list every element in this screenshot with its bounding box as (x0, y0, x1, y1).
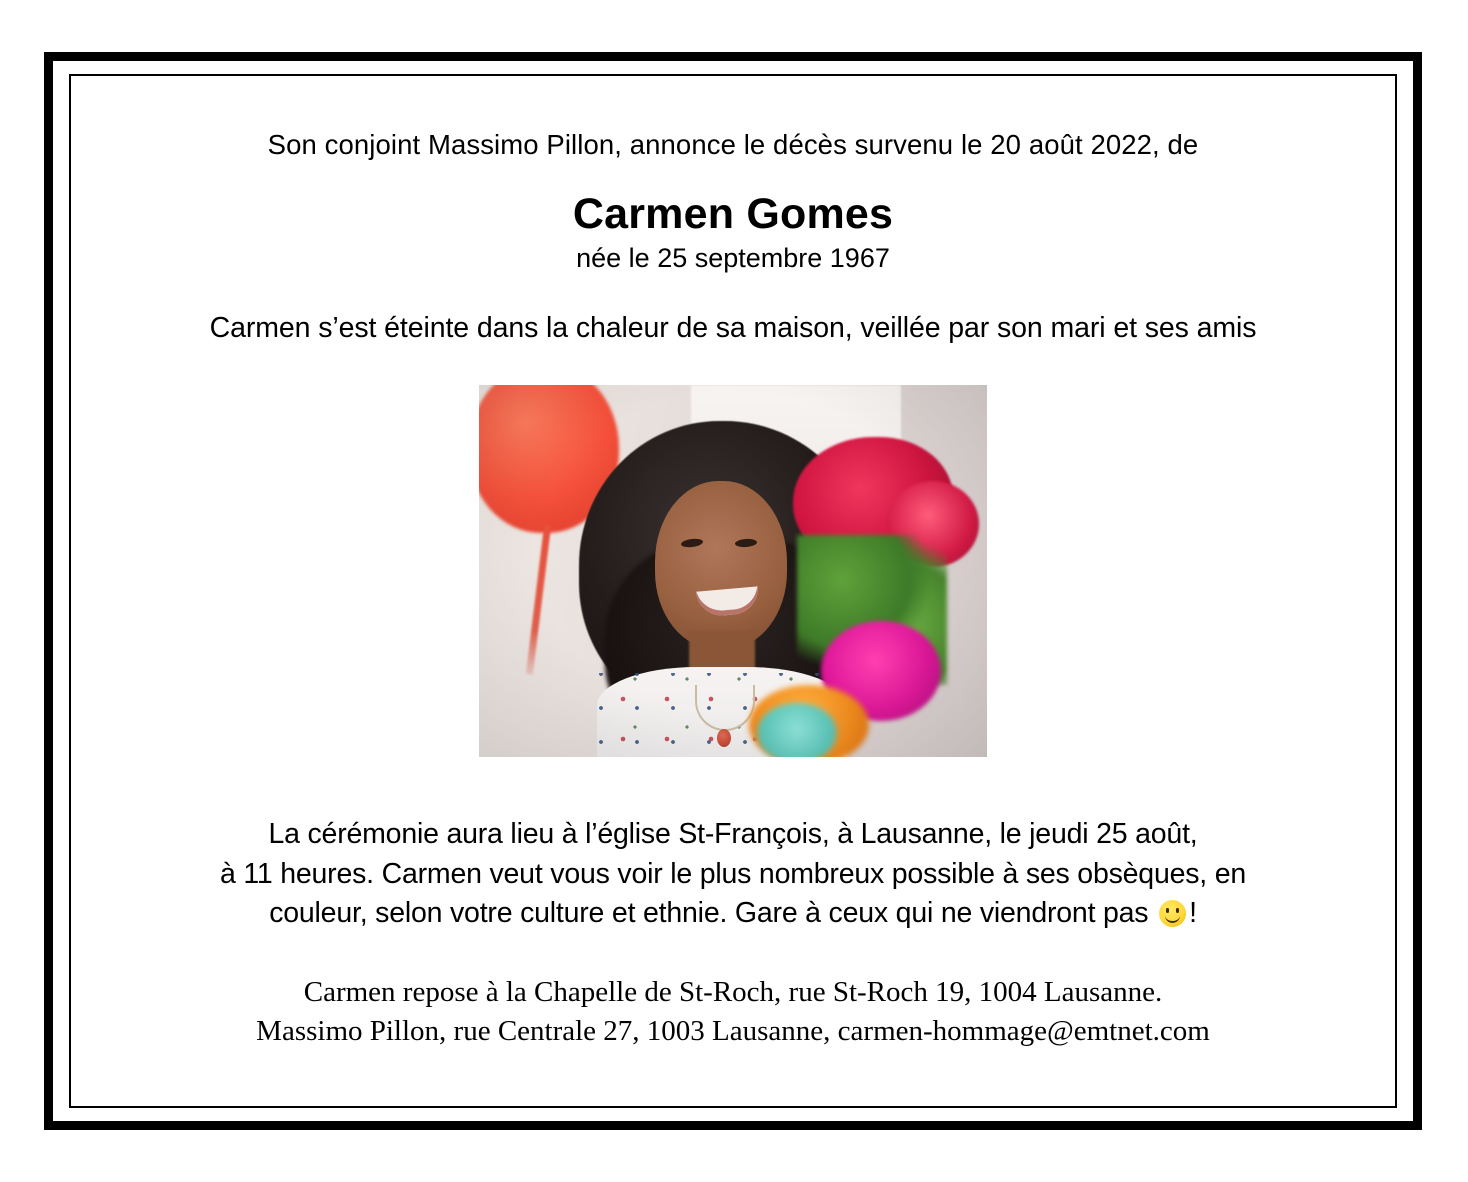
smiley-face-icon (1159, 900, 1186, 927)
ceremony-line-2: à 11 heures. Carmen veut vous voir le plus nombreux possible à ses obsèques, en (219, 857, 1247, 890)
ceremony-line-3-text: couleur, selon votre culture et ethnie. Gare à ceux qui ne viendront pas (269, 897, 1149, 930)
ceremony-line-1: La cérémonie aura lieu à l’église St-François, à Lausanne, le jeudi 25 août, (268, 818, 1198, 851)
portrait-photo (479, 385, 987, 757)
deceased-name: Carmen Gomes (572, 190, 894, 239)
card-inner-border (69, 74, 1397, 1108)
birth-date-text: née le 25 septembre 1967 (576, 243, 890, 274)
ceremony-line-3-suffix: ! (1189, 897, 1197, 930)
passing-message: Carmen s’est éteinte dans la chaleur de sa maison, veillée par son mari et ses amis (209, 312, 1257, 345)
ceremony-line-3 (117, 894, 1349, 933)
portrait-container (117, 385, 1349, 757)
photo-vignette (479, 385, 987, 757)
footer-line-2: Massimo Pillon, rue Centrale 27, 1003 Lausanne, carmen-hommage@emtnet.com (256, 1014, 1210, 1047)
ceremony-details (117, 815, 1349, 933)
card-outer-border (44, 52, 1422, 1130)
contact-footer (117, 973, 1349, 1050)
footer-line-1: Carmen repose à la Chapelle de St-Roch, rue St-Roch 19, 1004 Lausanne. (303, 976, 1163, 1009)
card-content (71, 76, 1395, 1106)
announcement-text: Son conjoint Massimo Pillon, annonce le décès survenu le 20 août 2022, de (267, 129, 1199, 160)
